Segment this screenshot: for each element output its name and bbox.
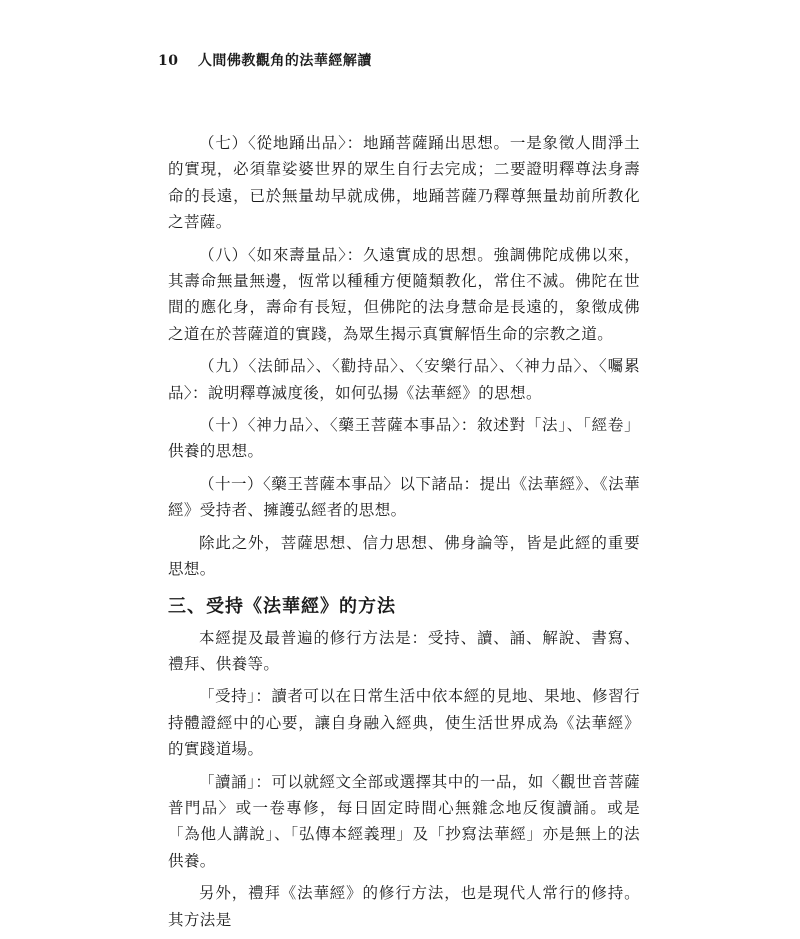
section-heading: 三、受持《法華經》的方法 <box>168 595 396 617</box>
body-text <box>168 130 640 939</box>
paragraph-chapter-11: （十一）〈藥王菩薩本事品〉以下諸品：提出《法華經》、《法華經》受持者、擁護弘經者的思想。 <box>168 474 640 520</box>
running-header <box>158 50 372 70</box>
paragraph-libai: 另外，禮拜《法華經》的修行方法，也是現代人常行的修持。其方法是 <box>168 884 640 929</box>
paragraph-chapter-8: （八）〈如來壽量品〉：久遠實成的思想。強調佛陀成佛以來，其壽命無量無邊，恆常以種種方便隨類教化，常住不滅。佛陀在世間的應化身，壽命有長短，但佛陀的法身慧命是長遠的，象徵成佛之道在於菩薩道的實踐，為眾生揭示真實解悟生命的宗教之道。 <box>168 245 640 343</box>
paragraph-shouchi: 「受持」：讀者可以在日常生活中依本經的見地、果地、修習行持體證經中的心要，讓自身融入經典，使生活世界成為《法華經》的實踐道場。 <box>168 687 640 759</box>
paragraph-summary: 除此之外，菩薩思想、信力思想、佛身論等，皆是此經的重要思想。 <box>168 533 640 579</box>
page-number: 10 <box>158 53 179 69</box>
paragraph-chapter-7: （七）〈從地踊出品〉：地踊菩薩踊出思想。一是象徵人間淨土的實現，必須靠娑婆世界的眾生自行去完成；二要證明釋尊法身壽命的長遠，已於無量劫早就成佛，地踊菩薩乃釋尊無量劫前所教化之菩薩。 <box>168 134 640 232</box>
paragraph-dusong: 「讀誦」：可以就經文全部或選擇其中的一品，如〈觀世音菩薩普門品〉或一卷專修，每日固定時間心無雜念地反復讀誦。或是「為他人講說」、「弘傳本經義理」及「抄寫法華經」亦是無上的法供養。 <box>168 772 640 870</box>
book-title: 人間佛教觀角的法華經解讀 <box>197 53 372 69</box>
paragraph-chapter-10: （十）〈神力品〉、〈藥王菩薩本事品〉：敘述對「法」、「經卷」供養的思想。 <box>168 416 640 461</box>
paragraph-methods: 本經提及最普遍的修行方法是：受持、讀、誦、解說、書寫、禮拜、供養等。 <box>168 628 640 673</box>
paragraph-chapter-9: （九）〈法師品〉、〈勸持品〉、〈安樂行品〉、〈神力品〉、〈囑累品〉：說明釋尊滅度後，如何弘揚《法華經》的思想。 <box>168 357 640 402</box>
